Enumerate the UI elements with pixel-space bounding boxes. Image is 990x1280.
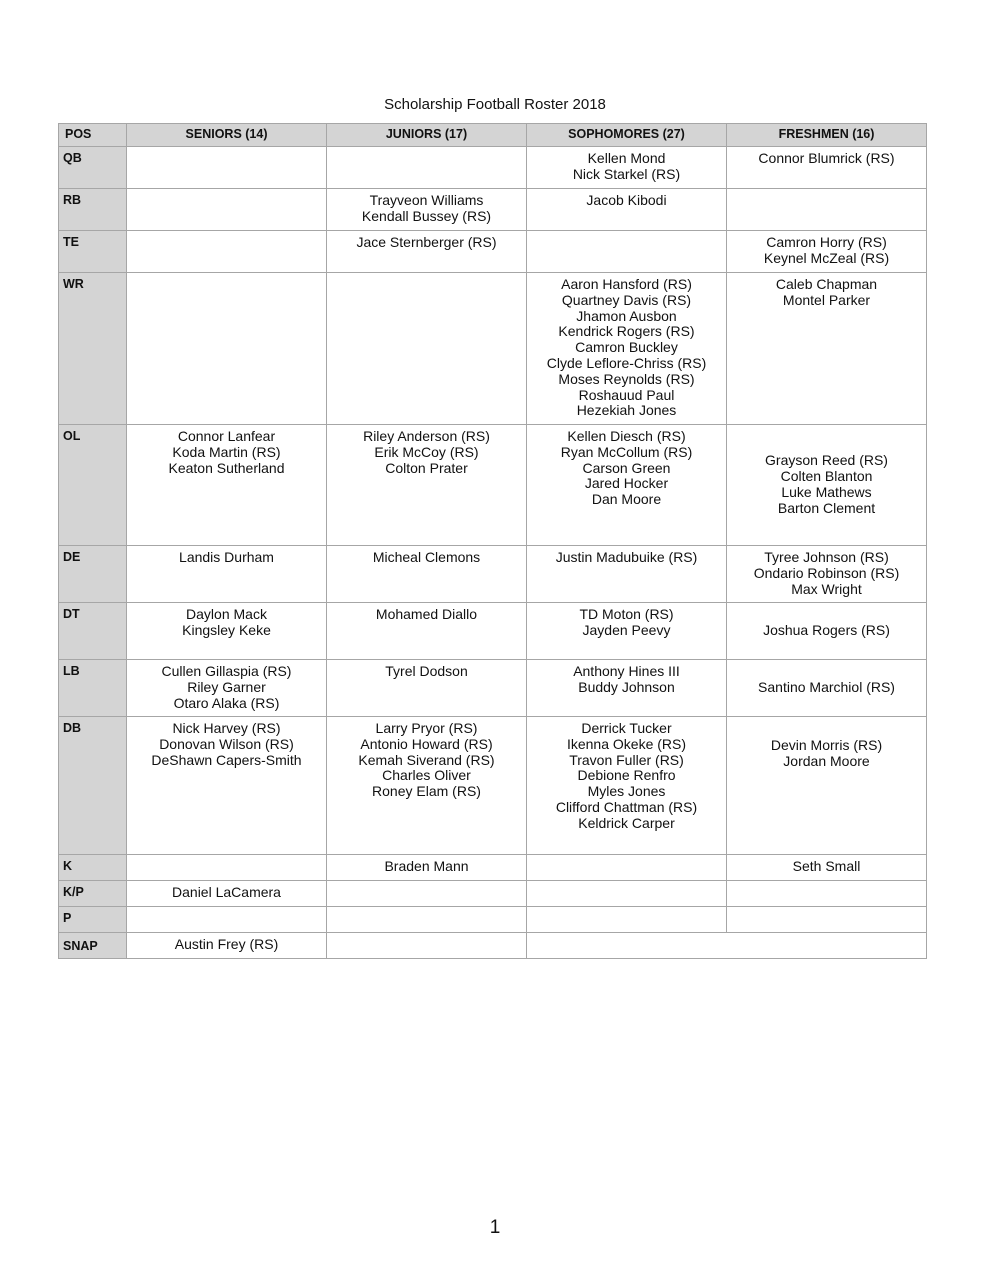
position-label: K [59, 855, 127, 881]
cell-sophomores [527, 546, 727, 603]
header-seniors: SENIORS (14) [127, 124, 327, 147]
cell-freshmen [727, 855, 927, 881]
cell-juniors [327, 425, 527, 546]
row-wr [59, 273, 927, 425]
player-name: Roney Elam (RS) [372, 783, 481, 800]
cell-seniors [127, 933, 327, 959]
cell-freshmen [727, 189, 927, 231]
cell-seniors [127, 881, 327, 907]
cell-freshmen [727, 717, 927, 855]
cell-seniors [127, 907, 327, 933]
cell-seniors [127, 273, 327, 425]
position-label: DT [59, 603, 127, 660]
player-name: Luke Mathews [781, 484, 872, 500]
player-name: Jared Hocker [584, 475, 669, 492]
row-te [59, 231, 927, 273]
position-label: QB [59, 147, 127, 189]
player-name: Kendall Bussey (RS) [361, 207, 492, 224]
player-name: Moses Reynolds (RS) [558, 370, 695, 387]
cell-sophomores [527, 603, 727, 660]
player-name: Koda Martin (RS) [172, 443, 281, 460]
cell-juniors [327, 717, 527, 855]
position-label: RB [59, 189, 127, 231]
player-name: Dan Moore [591, 491, 662, 508]
player-name: Anthony Hines III [573, 663, 680, 679]
header-pos: POS [59, 124, 127, 147]
player-name: Buddy Johnson [578, 678, 675, 695]
page-number: 1 [489, 1217, 501, 1238]
player-name: Tyree Johnson (RS) [764, 549, 889, 565]
row-lb [59, 660, 927, 717]
player-name: Max Wright [791, 580, 862, 597]
position-label: DB [59, 717, 127, 855]
row-db [59, 717, 927, 855]
player-name: Ondario Robinson (RS) [753, 564, 900, 581]
cell-sophomores [527, 147, 727, 189]
cell-seniors [127, 546, 327, 603]
player-name: Otaro Alaka (RS) [173, 694, 280, 711]
cell-sophomores-freshmen [527, 933, 927, 959]
player-name: Connor Blumrick (RS) [758, 150, 895, 166]
player-name: Braden Mann [384, 858, 469, 874]
cell-sophomores [527, 660, 727, 717]
cell-juniors [327, 660, 527, 717]
cell-seniors [127, 660, 327, 717]
player-name: Mohamed Diallo [375, 606, 478, 622]
cell-freshmen [727, 881, 927, 907]
position-label: P [59, 907, 127, 933]
player-name: Camron Horry (RS) [766, 234, 887, 250]
row-dt [59, 603, 927, 660]
player-name: Montel Parker [782, 291, 871, 308]
position-label: OL [59, 425, 127, 546]
player-name: Debione Renfro [577, 767, 676, 784]
cell-juniors [327, 933, 527, 959]
position-label: SNAP [59, 933, 127, 959]
player-name: Colton Prater [385, 459, 468, 476]
document-title: Scholarship Football Roster 2018 [384, 96, 606, 113]
cell-sophomores [527, 855, 727, 881]
cell-seniors [127, 147, 327, 189]
player-name: Keaton Sutherland [168, 459, 285, 476]
player-name: Riley Garner [187, 678, 266, 695]
position-label: K/P [59, 881, 127, 907]
cell-freshmen [727, 907, 927, 933]
player-name: Landis Durham [179, 549, 274, 565]
roster-table [58, 123, 927, 959]
player-name: Clifford Chattman (RS) [555, 798, 698, 815]
player-name: Austin Frey (RS) [174, 936, 279, 952]
cell-seniors [127, 189, 327, 231]
header-row [59, 124, 927, 147]
cell-juniors [327, 546, 527, 603]
player-name: Keldrick Carper [578, 814, 675, 831]
player-name: Kellen Diesch (RS) [567, 428, 686, 444]
player-name: Kemah Siverand (RS) [358, 751, 495, 768]
player-name: Devin Morris (RS) [770, 737, 883, 753]
row-rb [59, 189, 927, 231]
cell-sophomores [527, 273, 727, 425]
row-qb [59, 147, 927, 189]
player-name: Tyrel Dodson [385, 663, 468, 679]
cell-sophomores [527, 189, 727, 231]
cell-seniors [127, 425, 327, 546]
cell-sophomores [527, 881, 727, 907]
player-name: Cullen Gillaspia (RS) [161, 663, 292, 679]
player-name: Nick Harvey (RS) [172, 720, 281, 736]
player-name: Jace Sternberger (RS) [356, 234, 497, 250]
cell-seniors [127, 603, 327, 660]
player-name: Caleb Chapman [775, 276, 878, 292]
player-name: Derrick Tucker [581, 720, 672, 736]
row-ol [59, 425, 927, 546]
cell-juniors [327, 147, 527, 189]
position-label: DE [59, 546, 127, 603]
cell-freshmen [727, 546, 927, 603]
cell-juniors [327, 881, 527, 907]
player-name: Daniel LaCamera [172, 884, 281, 900]
player-name: Quartney Davis (RS) [561, 291, 692, 308]
cell-juniors [327, 603, 527, 660]
row-p [59, 907, 927, 933]
cell-freshmen [727, 147, 927, 189]
cell-seniors [127, 231, 327, 273]
player-name: Travon Fuller (RS) [569, 751, 684, 768]
cell-juniors [327, 189, 527, 231]
player-name: Charles Oliver [382, 767, 471, 784]
position-label: TE [59, 231, 127, 273]
player-name: Antonio Howard (RS) [360, 735, 493, 752]
player-name: Keynel McZeal (RS) [763, 249, 890, 266]
cell-freshmen [727, 273, 927, 425]
player-name: Trayveon Williams [369, 192, 484, 208]
player-name: Jacob Kibodi [586, 192, 667, 208]
player-name: Daylon Mack [186, 606, 267, 622]
player-name: Hezekiah Jones [576, 402, 677, 419]
player-name: Colten Blanton [780, 468, 873, 485]
player-name: Camron Buckley [575, 339, 678, 356]
cell-sophomores [527, 907, 727, 933]
player-name: Myles Jones [587, 783, 666, 800]
player-name: Joshua Rogers (RS) [763, 622, 890, 639]
cell-seniors [127, 717, 327, 855]
row-snap [59, 933, 927, 959]
cell-juniors [327, 855, 527, 881]
player-name: Carson Green [582, 459, 671, 476]
player-name: Kingsley Keke [182, 621, 271, 638]
player-name: Aaron Hansford (RS) [561, 276, 692, 292]
cell-freshmen [727, 425, 927, 546]
player-name: Donovan Wilson (RS) [159, 735, 294, 752]
player-name: Grayson Reed (RS) [765, 452, 888, 469]
cell-freshmen [727, 231, 927, 273]
player-name: TD Moton (RS) [579, 606, 674, 622]
player-name: Nick Starkel (RS) [572, 165, 681, 182]
cell-juniors [327, 907, 527, 933]
player-name: Larry Pryor (RS) [375, 720, 478, 736]
cell-juniors [327, 231, 527, 273]
player-name: Riley Anderson (RS) [363, 428, 490, 444]
player-name: Ryan McCollum (RS) [560, 443, 693, 460]
player-name: Barton Clement [777, 499, 876, 516]
cell-sophomores [527, 231, 727, 273]
player-name: Erik McCoy (RS) [374, 443, 479, 460]
cell-freshmen [727, 603, 927, 660]
position-label: WR [59, 273, 127, 425]
player-name: Clyde Leflore-Chriss (RS) [546, 354, 707, 371]
cell-seniors [127, 855, 327, 881]
header-freshmen: FRESHMEN (16) [727, 124, 927, 147]
header-sophomores: SOPHOMORES (27) [527, 124, 727, 147]
player-name: Jhamon Ausbon [576, 307, 677, 324]
cell-sophomores [527, 425, 727, 546]
player-name: Santino Marchiol (RS) [758, 679, 895, 696]
player-name: Jayden Peevy [582, 621, 671, 638]
player-name: Justin Madubuike (RS) [555, 549, 698, 565]
player-name: Jordan Moore [783, 752, 870, 769]
row-de [59, 546, 927, 603]
player-name: Connor Lanfear [177, 428, 276, 444]
player-name: Roshauud Paul [578, 386, 675, 403]
player-name: Seth Small [792, 858, 861, 874]
cell-juniors [327, 273, 527, 425]
player-name: Ikenna Okeke (RS) [566, 735, 687, 752]
player-name: Kellen Mond [587, 150, 666, 166]
player-name: Micheal Clemons [372, 549, 481, 565]
position-label: LB [59, 660, 127, 717]
header-juniors: JUNIORS (17) [327, 124, 527, 147]
player-name: Kendrick Rogers (RS) [558, 323, 695, 340]
cell-sophomores [527, 717, 727, 855]
row-kp [59, 881, 927, 907]
cell-freshmen [727, 660, 927, 717]
player-name: DeShawn Capers-Smith [151, 751, 302, 768]
row-k [59, 855, 927, 881]
